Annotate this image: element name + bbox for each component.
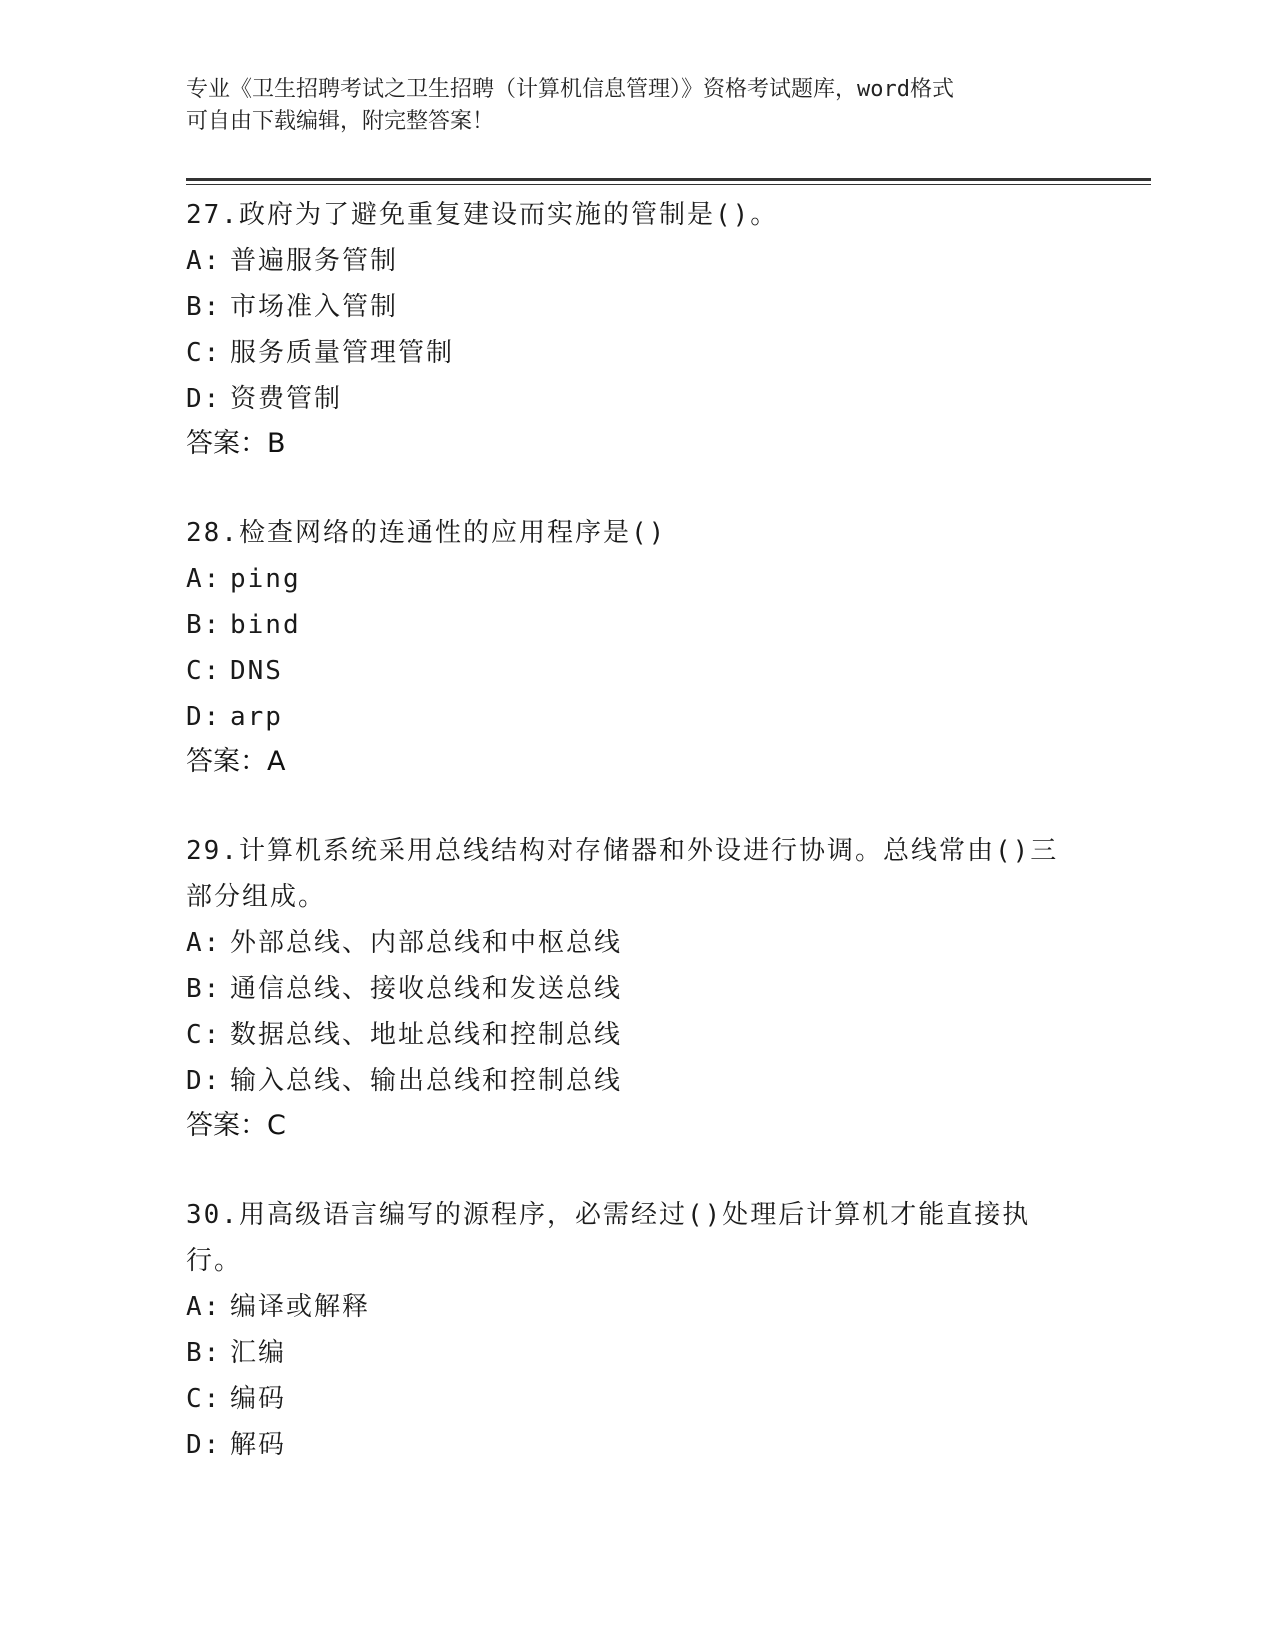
option-text: 市场准入管制 xyxy=(230,292,399,322)
header-line-2: 可自由下载编辑，附完整答案！ xyxy=(186,109,495,134)
answer-label: 答案： xyxy=(186,746,267,777)
header-line-1: 专业《卫生招聘考试之卫生招聘（计算机信息管理）》资格考试题库，word格式 xyxy=(186,77,954,102)
option-c xyxy=(186,1376,1151,1422)
option-b xyxy=(186,602,1151,648)
option-text: 编码 xyxy=(230,1384,287,1414)
option-a xyxy=(186,238,1151,284)
option-a xyxy=(186,556,1151,602)
question-text: 27.政府为了避免重复建设而实施的管制是()。 xyxy=(186,200,779,230)
answer-value: C xyxy=(267,1110,286,1141)
option-text: 服务质量管理管制 xyxy=(230,338,455,368)
option-text: 编译或解释 xyxy=(230,1292,371,1322)
option-a xyxy=(186,1284,1151,1330)
answer-label: 答案： xyxy=(186,1110,267,1141)
question-29 xyxy=(186,828,1151,1148)
question-list xyxy=(186,192,1151,1512)
option-text: 外部总线、内部总线和中枢总线 xyxy=(230,928,623,958)
question-text: 29.计算机系统采用总线结构对存储器和外设进行协调。总线常由()三部分组成。 xyxy=(186,836,1059,912)
option-key: B: xyxy=(186,292,222,322)
option-text: 输入总线、输出总线和控制总线 xyxy=(230,1066,623,1096)
option-text: 解码 xyxy=(230,1430,287,1460)
option-key: B: xyxy=(186,610,222,640)
option-key: B: xyxy=(186,974,222,1004)
option-text: 数据总线、地址总线和控制总线 xyxy=(230,1020,623,1050)
option-d xyxy=(186,1058,1151,1104)
option-text: DNS xyxy=(230,656,283,686)
option-key: A: xyxy=(186,928,222,958)
option-d xyxy=(186,694,1151,740)
header-divider-thick xyxy=(186,178,1151,181)
question-text: 28.检查网络的连通性的应用程序是() xyxy=(186,518,667,548)
document-page xyxy=(186,0,1151,1650)
option-key: A: xyxy=(186,246,222,276)
option-text: 汇编 xyxy=(230,1338,287,1368)
option-d xyxy=(186,1422,1151,1468)
option-b xyxy=(186,966,1151,1012)
option-key: C: xyxy=(186,656,222,686)
option-c xyxy=(186,330,1151,376)
option-key: D: xyxy=(186,1430,222,1460)
option-text: bind xyxy=(230,610,301,640)
option-text: 资费管制 xyxy=(230,384,343,414)
option-text: 通信总线、接收总线和发送总线 xyxy=(230,974,623,1004)
option-key: A: xyxy=(186,1292,222,1322)
option-key: A: xyxy=(186,564,222,594)
option-b xyxy=(186,284,1151,330)
header-divider-thin xyxy=(186,184,1151,185)
answer-line xyxy=(186,1104,1151,1148)
answer-value: A xyxy=(267,746,286,777)
answer-line xyxy=(186,740,1151,784)
option-a xyxy=(186,920,1151,966)
option-key: C: xyxy=(186,1020,222,1050)
question-30 xyxy=(186,1192,1151,1468)
answer-line xyxy=(186,422,1151,466)
option-b xyxy=(186,1330,1151,1376)
answer-label: 答案： xyxy=(186,428,267,459)
document-header xyxy=(186,74,1066,138)
option-text: arp xyxy=(230,702,283,732)
option-key: D: xyxy=(186,384,222,414)
option-key: C: xyxy=(186,338,222,368)
option-text: ping xyxy=(230,564,301,594)
answer-value: B xyxy=(267,428,286,459)
option-d xyxy=(186,376,1151,422)
option-c xyxy=(186,1012,1151,1058)
question-28 xyxy=(186,510,1151,784)
option-key: D: xyxy=(186,702,222,732)
option-key: D: xyxy=(186,1066,222,1096)
option-key: C: xyxy=(186,1384,222,1414)
option-key: B: xyxy=(186,1338,222,1368)
question-text: 30.用高级语言编写的源程序，必需经过()处理后计算机才能直接执行。 xyxy=(186,1200,1031,1276)
option-text: 普遍服务管制 xyxy=(230,246,399,276)
option-c xyxy=(186,648,1151,694)
question-27 xyxy=(186,192,1151,466)
